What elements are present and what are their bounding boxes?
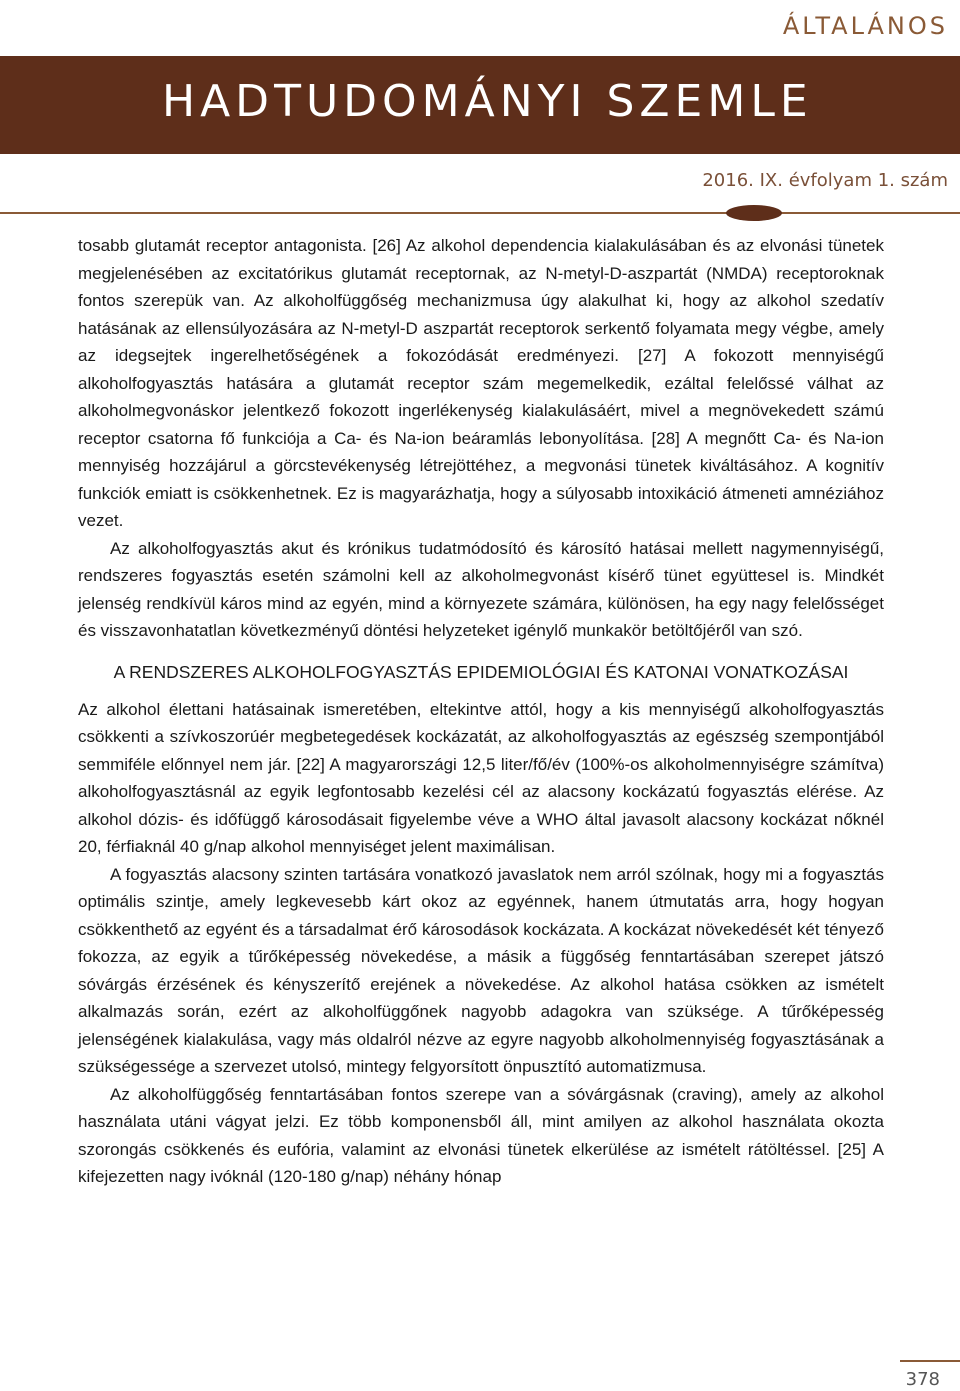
- paragraph-5: Az alkoholfüggőség fenntartásában fontos szerepe van a sóvárgásnak (craving), amely az alkohol használata utáni vágyat jelzi. Ez több komponensből áll, mint amilyen az alkohol használata okozta szorongás csökkenés és eufória, valamint az elvonási tünetek elkerülése az ismételt rátöltéssel. [25] A kifejezetten nagy ivóknál (120-180 g/nap) néhány hónap: [78, 1084, 884, 1186]
- paragraph-2: Az alkoholfogyasztás akut és krónikus tudatmódosító és károsító hatásai mellett nagymennyiségű, rendszeres fogyasztás esetén számolni kell az alkoholmegvonást kísérő tünet együttesel is. Mindkét jelenség rendkívül káros mind az egyén, mind a környezete számára, különösen, ha egy nagy felelősséget és visszavonhatatlan következményű döntési helyzeteket igénylő munkakör betöltőjéről van szó.: [78, 538, 884, 640]
- footer-rule: [900, 1360, 960, 1362]
- page-number: 378: [905, 1369, 940, 1390]
- header-rule: [0, 212, 960, 214]
- issue-label: 2016. IX. évfolyam 1. szám: [702, 170, 948, 191]
- paragraph-4: A fogyasztás alacsony szinten tartására vonatkozó javaslatok nem arról szólnak, hogy mi a fogyasztás optimális szintje, amely legkevesebb kárt okoz az egyénnek, hanem útmutatás arra, hogy hogyan csökkenthető az egyént és a társadalmat érő károsodások kockázata. A kockázat növekedését két tényező fokozza, az egyik a tűrőképesség növekedése, a másik a függőség fenntartásában szerepet játszó sóvárgás érzésének és kényszerítő erejének a növekedése. Az alkohol hatása csökken az ismételt alkalmazás során, ezért az alkoholfüggőnek nagyobb adagokra van szüksége. A tűrőképesség jelenségének kialakulása, vagy más oldalról nézve az egyre nagyobb alkoholmennyiség fogyasztásának a szükségessége a szervezet utolsó, mintegy felgyorsított önpusztító automatizmusa.: [78, 864, 884, 1076]
- paragraph-1: tosabb glutamát receptor antagonista. [26] Az alkohol dependencia kialakulásában és az elvonási tünetek megjelenésében az excitatórikus glutamát receptornak, az N-metyl-D-aszpartát (NMDA) receptoroknak fontos szerepük van. Az alkoholfüggőség mechanizmusa úgy alakulhat ki, hogy az alkohol szedatív hatásának az ellensúlyozására az N-metyl-D aszpartát receptorok serkentő folyamata megy végbe, amely az idegsejtek ingerelhetőségének a fokozódását eredményezi. [27] A fokozott mennyiségű alkoholfogyasztás hatására a glutamát receptor szám megemelkedik, ezáltal felelőssé válhat az alkoholmegvonáskor jelentkező fokozott ingerlékenység kialakulásáért, mivel a megnövekedett számú receptor csatorna fő funkciója a Ca- és Na-ion beáramlás lebonyolítása. [28] A megnőtt Ca- és Na-ion mennyiség hozzájárul a görcstevékenység létrejöttéhez, a megvonási tünetek kiváltásához. A kognitív funkciók emiatt is csökkenhetnek. Ez is magyarázhatja, hogy a súlyosabb intoxikáció átmeneti amnéziához vezet.: [78, 236, 884, 530]
- journal-title: HADTUDOMÁNYI SZEMLE: [162, 76, 813, 127]
- section-title: A RENDSZERES ALKOHOLFOGYASZTÁS EPIDEMIOLÓGIAI ÉS KATONAI VONATKOZÁSAI: [113, 661, 849, 682]
- article-body: [78, 232, 884, 1191]
- header-category: ÁLTALÁNOS: [782, 12, 948, 40]
- paragraph-3: Az alkohol élettani hatásainak ismeretében, eltekintve attól, hogy a kis mennyiségű alkoholfogyasztás csökkenti a szívkoszorúér megbetegedések kockázatát, az alkoholfogyasztás az egészség szempontjából semmiféle előnnyel nem jár. [22] A magyarországi 12,5 liter/fő/év (100%-os alkoholmennyiségre számítva) alkoholfogyasztásnál az egyik legfontosabb kezelési cél az alacsony kockázatú fogyasztás elérése. Az alkohol dózis- és időfüggő károsodásait figyelembe véve a WHO által javasolt alacsony kockázat nőknél 20, férfiaknál 40 g/nap alkohol mennyiséget jelent maximálisan.: [78, 699, 884, 856]
- header-ornament: [726, 205, 782, 221]
